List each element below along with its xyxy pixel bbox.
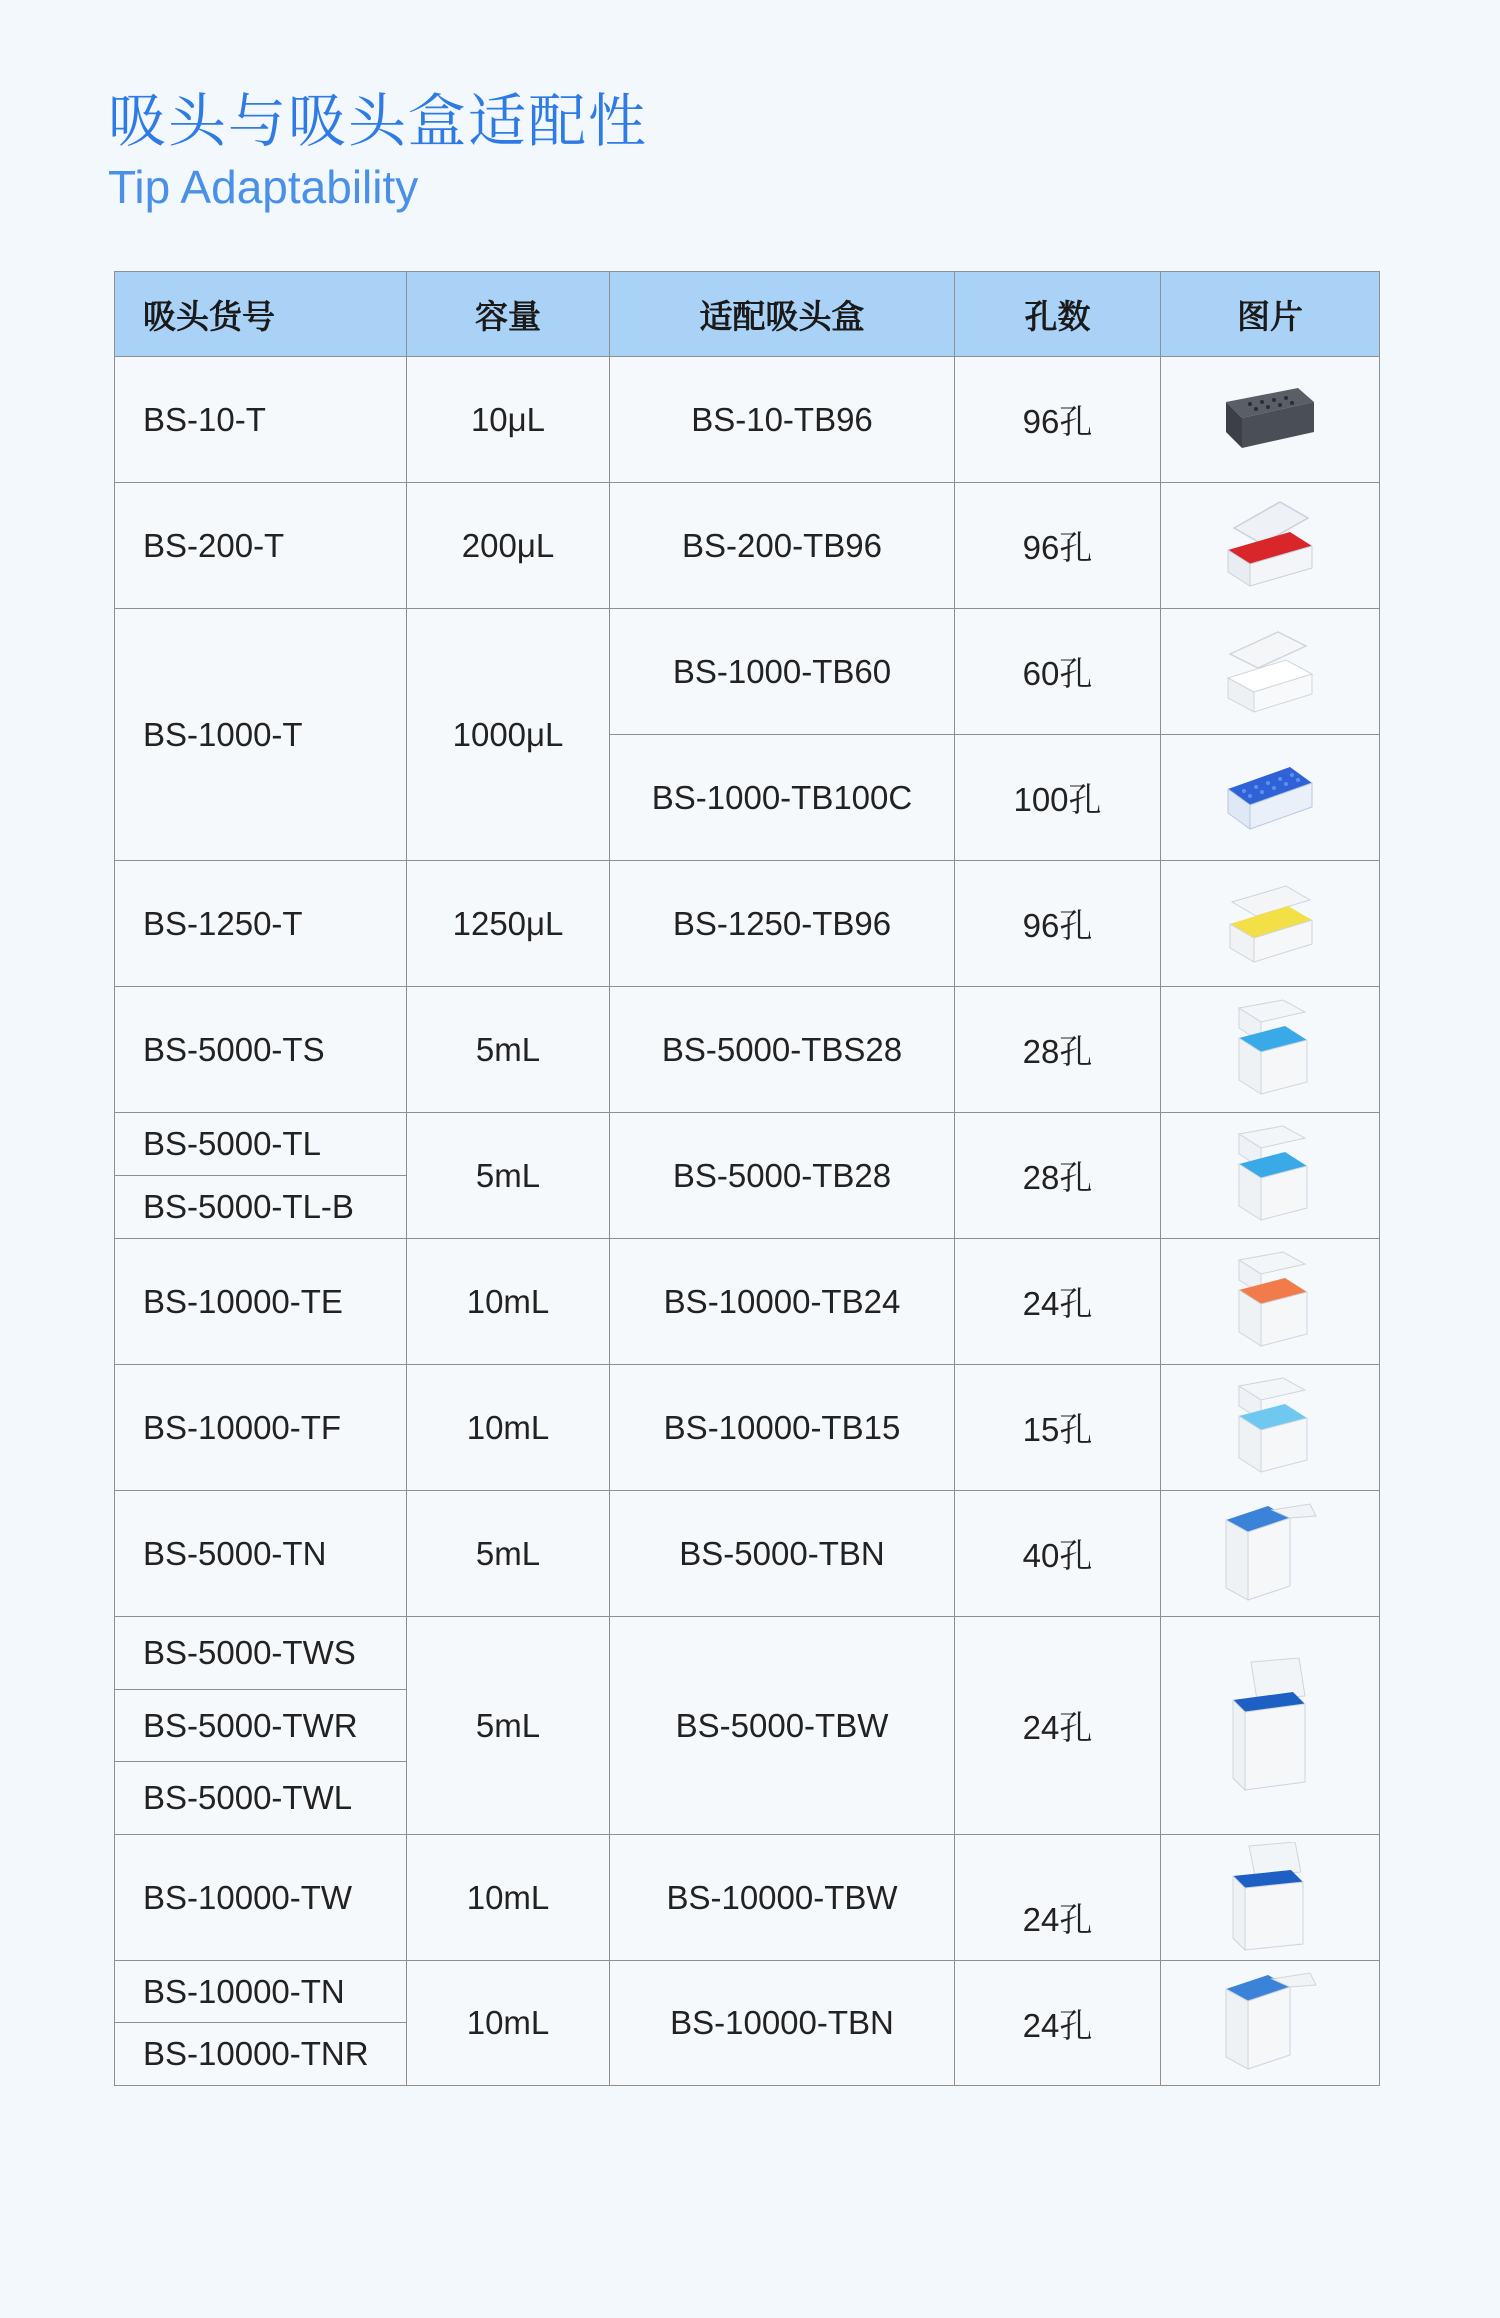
table-row [115,609,1380,735]
hole-count: 60孔 [955,609,1161,735]
product-image [1161,1365,1380,1491]
tip-model-group [115,1113,407,1239]
tip-model: BS-5000-TS [115,987,407,1113]
hole-count: 96孔 [955,357,1161,483]
tip-box-blue-open-icon [1220,1500,1320,1608]
hole-count-text: 24孔 [1022,1901,1093,1938]
table-header-row [115,272,1380,357]
hole-count: 15孔 [955,1365,1161,1491]
product-image [1161,357,1380,483]
tip-model: BS-5000-TN [115,1491,407,1617]
page-title: 吸头与吸头盒适配性 [108,87,649,155]
tip-model: BS-5000-TL-B [115,1175,406,1237]
volume: 10mL [407,1239,610,1365]
table-row [115,861,1380,987]
tip-box-black-icon [1220,380,1320,460]
product-image [1161,735,1380,861]
hole-count [955,1835,1161,1961]
volume: 10mL [407,1835,610,1961]
tip-model: BS-1000-T [115,609,407,861]
tip-box-tall-blue-icon [1225,1656,1315,1796]
tip-model: BS-10000-TNR [115,2022,406,2083]
volume: 10mL [407,1365,610,1491]
col-header-image: 图片 [1161,272,1380,357]
table-row [115,1491,1380,1617]
tip-box-orange-icon [1225,1250,1315,1354]
tip-box-cyan-icon [1225,998,1315,1102]
tip-box-red-icon [1220,498,1320,594]
box-model: BS-200-TB96 [610,483,955,609]
tip-model-group [115,1617,407,1835]
volume: 5mL [407,1113,610,1239]
tip-model: BS-10-T [115,357,407,483]
hole-count: 28孔 [955,987,1161,1113]
tip-box-white-icon [1220,624,1320,720]
col-header-box: 适配吸头盒 [610,272,955,357]
volume: 5mL [407,987,610,1113]
col-header-holes: 孔数 [955,272,1161,357]
tip-model: BS-1250-T [115,861,407,987]
box-model: BS-5000-TBS28 [610,987,955,1113]
box-model: BS-1250-TB96 [610,861,955,987]
product-image [1161,1239,1380,1365]
tip-box-lightblue-icon [1225,1376,1315,1480]
product-image [1161,1961,1380,2086]
box-model: BS-10000-TB24 [610,1239,955,1365]
product-image [1161,1113,1380,1239]
hole-count: 24孔 [955,1239,1161,1365]
volume: 5mL [407,1617,610,1835]
hole-count: 24孔 [955,1617,1161,1835]
col-header-tip-model: 吸头货号 [115,272,407,357]
tip-box-yellow-icon [1220,876,1320,972]
hole-count: 96孔 [955,861,1161,987]
col-header-volume: 容量 [407,272,610,357]
table-row [115,1835,1380,1961]
tip-box-blue-open-icon [1220,1969,1320,2077]
box-model: BS-10-TB96 [610,357,955,483]
box-model: BS-10000-TBN [610,1961,955,2086]
product-image [1161,861,1380,987]
hole-count: 40孔 [955,1491,1161,1617]
tip-model: BS-5000-TWR [115,1689,406,1761]
product-image [1161,1617,1380,1835]
box-model: BS-5000-TBW [610,1617,955,1835]
volume: 200μL [407,483,610,609]
product-image [1161,1835,1380,1961]
hole-count: 24孔 [955,1961,1161,2086]
page-subtitle: Tip Adaptability [108,161,419,213]
tip-model-group [115,1961,407,2086]
table-row [115,1239,1380,1365]
tip-model: BS-10000-TF [115,1365,407,1491]
product-image [1161,987,1380,1113]
box-model: BS-5000-TBN [610,1491,955,1617]
table-row [115,1617,1380,1835]
box-model: BS-1000-TB100C [610,735,955,861]
tip-model: BS-10000-TN [143,1973,345,2010]
table-row [115,1961,1380,2086]
volume: 10mL [407,1961,610,2086]
box-model: BS-10000-TB15 [610,1365,955,1491]
product-image [1161,1491,1380,1617]
tip-box-tall-blue-icon [1225,1842,1315,1954]
table-row [115,1113,1380,1239]
hole-count: 28孔 [955,1113,1161,1239]
tip-box-blue-icon [1220,753,1320,843]
hole-count: 100孔 [955,735,1161,861]
table-row [115,1365,1380,1491]
product-image [1161,483,1380,609]
tip-adaptability-table [114,271,1380,2086]
tip-box-cyan-icon [1225,1124,1315,1228]
box-model: BS-5000-TB28 [610,1113,955,1239]
tip-model: BS-200-T [115,483,407,609]
table-row [115,357,1380,483]
tip-model: BS-5000-TL [143,1125,321,1162]
volume: 5mL [407,1491,610,1617]
hole-count: 96孔 [955,483,1161,609]
tip-model: BS-5000-TWS [143,1634,356,1671]
product-image [1161,609,1380,735]
table-row [115,483,1380,609]
volume: 1250μL [407,861,610,987]
box-model: BS-10000-TBW [610,1835,955,1961]
tip-model: BS-5000-TWL [115,1761,406,1833]
box-model: BS-1000-TB60 [610,609,955,735]
table-row [115,987,1380,1113]
tip-model: BS-10000-TE [115,1239,407,1365]
tip-model: BS-10000-TW [115,1835,407,1961]
volume: 1000μL [407,609,610,861]
volume: 10μL [407,357,610,483]
